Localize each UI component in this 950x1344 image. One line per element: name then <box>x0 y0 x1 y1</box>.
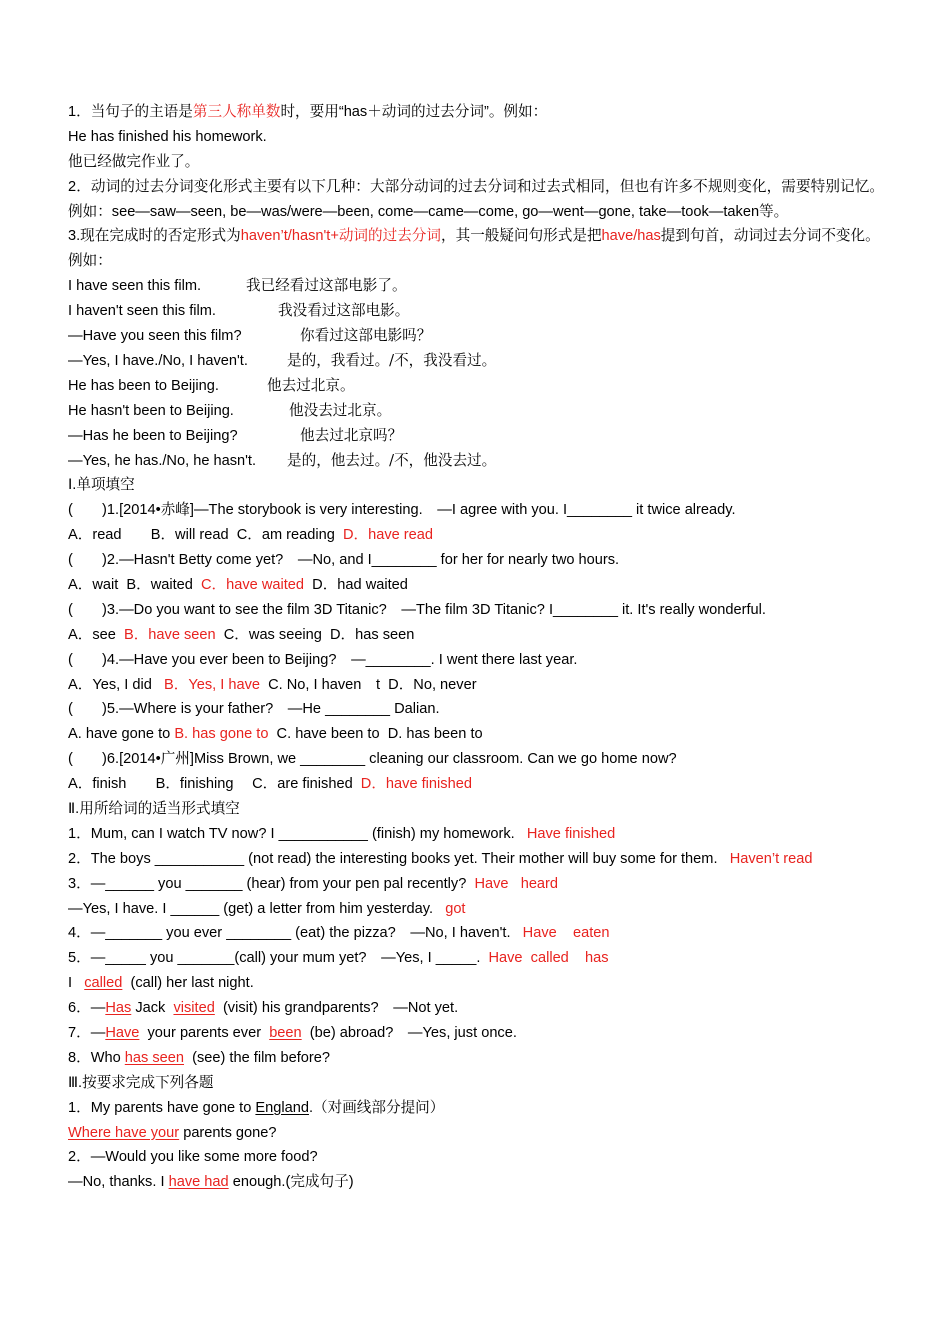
example-english: He has finished his homework. <box>68 128 267 145</box>
section-title: Ⅱ.用所给词的适当形式填空 <box>68 800 240 817</box>
answer-option: B. has gone to <box>174 726 269 743</box>
answer-text: Has <box>105 1000 132 1017</box>
question-text: 1．Mum, can I watch TV now? I ___________ (finish) my homework. <box>68 825 515 842</box>
question-text: 2．The boys ___________ (not read) the interesting books yet. Their mother will buy some for them. <box>68 850 718 867</box>
example-english: —Yes, I have./No, I haven't. <box>68 352 248 369</box>
underlined-phrase: England <box>255 1099 309 1116</box>
fill-question <box>68 872 884 897</box>
rewrite-answer <box>68 1170 884 1195</box>
question-text: 7．— <box>68 1025 106 1041</box>
rewrite-answer <box>68 1121 884 1146</box>
example-chinese: 我已经看过这部电影了。 <box>246 277 407 295</box>
option-text: D．had waited <box>312 576 408 593</box>
question-text: (call) her last night. <box>130 975 254 992</box>
question-text: I <box>68 975 73 992</box>
example-english: —Have you seen this film? <box>68 328 242 345</box>
answer-text: got <box>445 900 466 917</box>
question-text: —Yes, I have. I ______ (get) a letter from him yesterday. <box>68 900 434 917</box>
answer-text: Have <box>474 875 509 892</box>
example-pair <box>68 299 884 324</box>
question-text: 8．Who <box>68 1049 121 1066</box>
section-title: Ⅰ.单项填空 <box>68 477 135 494</box>
option-text: C. No, I haven t D．No, never <box>268 676 477 693</box>
question-text: 4．—_______ you ever ________ (eat) the pizza? —No, I haven't. <box>68 925 511 942</box>
question-stem: ( )5.—Where is your father? —He ________ Dalian. <box>68 701 440 718</box>
fill-question <box>68 822 884 847</box>
example-english: I have seen this film. <box>68 278 202 295</box>
example-chinese: 我没看过这部电影。 <box>278 302 410 320</box>
question-text: (visit) his grandparents? —Not yet. <box>222 1000 459 1017</box>
example-chinese: 是的，我看过。/不，我没看过。 <box>287 351 497 369</box>
example-pair <box>68 349 884 374</box>
point-text: ，其一般疑问句形式是把 <box>441 228 602 245</box>
point-text: 时，要用“has＋动词的过去分词”。例如： <box>280 104 548 120</box>
question-text: 5．—_____ you _______(call) your mum yet? —Yes, I _____. <box>68 950 481 967</box>
rewrite-question <box>68 1096 884 1121</box>
question-text: .（对画线部分提问） <box>308 1099 445 1116</box>
question-options <box>68 673 884 698</box>
example-pair <box>68 274 884 299</box>
question-options <box>68 722 884 747</box>
answer-text: eaten <box>572 925 610 942</box>
answer-text: has <box>585 950 609 967</box>
question-text: Jack <box>135 1000 166 1017</box>
point-highlight: haven’t/hasn't+动词的过去分词 <box>240 228 441 245</box>
example-pair <box>68 424 884 449</box>
example-chinese: 他去过北京。 <box>267 376 355 394</box>
question-options <box>68 772 884 797</box>
option-text: A．read B．will read C．am reading <box>68 527 335 544</box>
question-stem: ( )6.[2014•广州]Miss Brown, we ________ cleaning our classroom. Can we go home now? <box>68 751 677 768</box>
example-pair <box>68 449 884 474</box>
answer-text: Have <box>488 950 523 967</box>
example-pair <box>68 399 884 424</box>
question-options <box>68 623 884 648</box>
fill-question <box>68 996 884 1021</box>
question-stem: ( )3.—Do you want to see the film 3D Titanic? —The film 3D Titanic? I________ it. It's really wonderful. <box>68 601 766 618</box>
example-chinese: 你看过这部电影吗？ <box>300 327 432 345</box>
answer-text: been <box>269 1025 302 1041</box>
option-text: A．Yes, I did <box>68 676 152 693</box>
option-text: C．was seeing D．has seen <box>223 626 415 643</box>
question-stem: ( )4.—Have you ever been to Beijing? —________. I went there last year. <box>68 651 578 668</box>
fill-question <box>68 897 884 922</box>
example-chinese: 他已经做完作业了。 <box>68 153 200 170</box>
example-english: I haven't seen this film. <box>68 303 216 320</box>
question-text: your parents ever <box>147 1025 262 1041</box>
point-text: 提到句首，动词过去分词不变化。 <box>660 228 880 245</box>
example-english: —Has he been to Beijing? <box>68 427 238 444</box>
fill-question <box>68 847 884 872</box>
question-text: 6．— <box>68 1000 106 1017</box>
point-text: 3.现在完成时的否定形式为 <box>68 228 241 245</box>
answer-text: Have <box>522 925 557 942</box>
example-english: He has been to Beijing. <box>68 377 219 394</box>
answer-option: D．have finished <box>360 776 472 793</box>
answer-text: has seen <box>124 1049 185 1066</box>
point-highlight: 第三人称单数 <box>192 104 281 120</box>
point-highlight: have/has <box>601 228 661 245</box>
option-text: C. have been to D. has been to <box>276 726 483 743</box>
answer-text: called <box>84 975 123 992</box>
fill-question <box>68 1021 884 1046</box>
question-text: (be) abroad? —Yes, just once. <box>309 1025 517 1041</box>
example-english: He hasn't been to Beijing. <box>68 402 234 419</box>
grammar-point-2: 2．动词的过去分词变化形式主要有以下几种：大部分动词的过去分词和过去式相同，但也有许多不规则变化，需要特别记忆。例如：see—saw—seen, be—was/were—been, come—came—come, go—went—gone, take—took—taken等。 <box>68 178 884 220</box>
fill-question <box>68 946 884 971</box>
question-text: 1．My parents have gone to <box>68 1099 252 1116</box>
section-title: Ⅲ.按要求完成下列各题 <box>68 1074 214 1091</box>
example-pair <box>68 324 884 349</box>
examples-label: 例如： <box>68 253 112 270</box>
answer-text: Haven’t read <box>729 850 813 867</box>
option-text: A．wait B．waited <box>68 576 193 593</box>
example-chinese: 是的，他去过。/不，他没去过。 <box>287 451 497 469</box>
answer-text: Have <box>105 1025 140 1041</box>
example-english: —Yes, he has./No, he hasn't. <box>68 452 257 469</box>
answer-text: have had <box>168 1174 229 1191</box>
question-options <box>68 573 884 598</box>
answer-text: Have finished <box>526 825 616 842</box>
point-text: 1．当句子的主语是 <box>68 104 193 120</box>
option-text: A．see <box>68 626 116 643</box>
example-chinese: 他去过北京吗？ <box>300 426 403 444</box>
rewrite-question: 2．—Would you like some more food? <box>68 1149 318 1166</box>
question-text: parents gone? <box>183 1124 277 1141</box>
worksheet-page <box>68 100 884 1195</box>
question-text: (see) the film before? <box>192 1049 331 1066</box>
answer-option: B．have seen <box>123 626 216 643</box>
example-chinese: 他没去过北京。 <box>289 401 392 419</box>
answer-text: heard <box>520 875 559 892</box>
fill-question <box>68 921 884 946</box>
answer-text: Where have your <box>68 1124 180 1141</box>
answer-option: C．have waited <box>201 576 305 593</box>
grammar-point-3 <box>68 224 884 249</box>
example-pair <box>68 374 884 399</box>
grammar-point-1 <box>68 100 884 125</box>
question-text: enough.(完成句子) <box>232 1174 354 1191</box>
question-text: —No, thanks. I <box>68 1174 165 1191</box>
answer-option: B．Yes, I have <box>164 676 260 693</box>
fill-question <box>68 971 884 996</box>
option-text: A．finish B．finishing C．are finished <box>68 776 353 793</box>
question-stem: ( )2.—Hasn't Betty come yet? —No, and I________ for her for nearly two hours. <box>68 552 620 569</box>
answer-text: visited <box>173 1000 215 1017</box>
question-options <box>68 523 884 548</box>
answer-option: D．have read <box>342 527 433 544</box>
fill-question <box>68 1046 884 1071</box>
answer-text: called <box>530 950 569 967</box>
question-stem: ( )1.[2014•赤峰]—The storybook is very interesting. —I agree with you. I________ it twice already. <box>68 502 736 519</box>
option-text: A. have gone to <box>68 726 171 743</box>
question-text: 3．—______ you _______ (hear) from your pen pal recently? <box>68 875 467 892</box>
